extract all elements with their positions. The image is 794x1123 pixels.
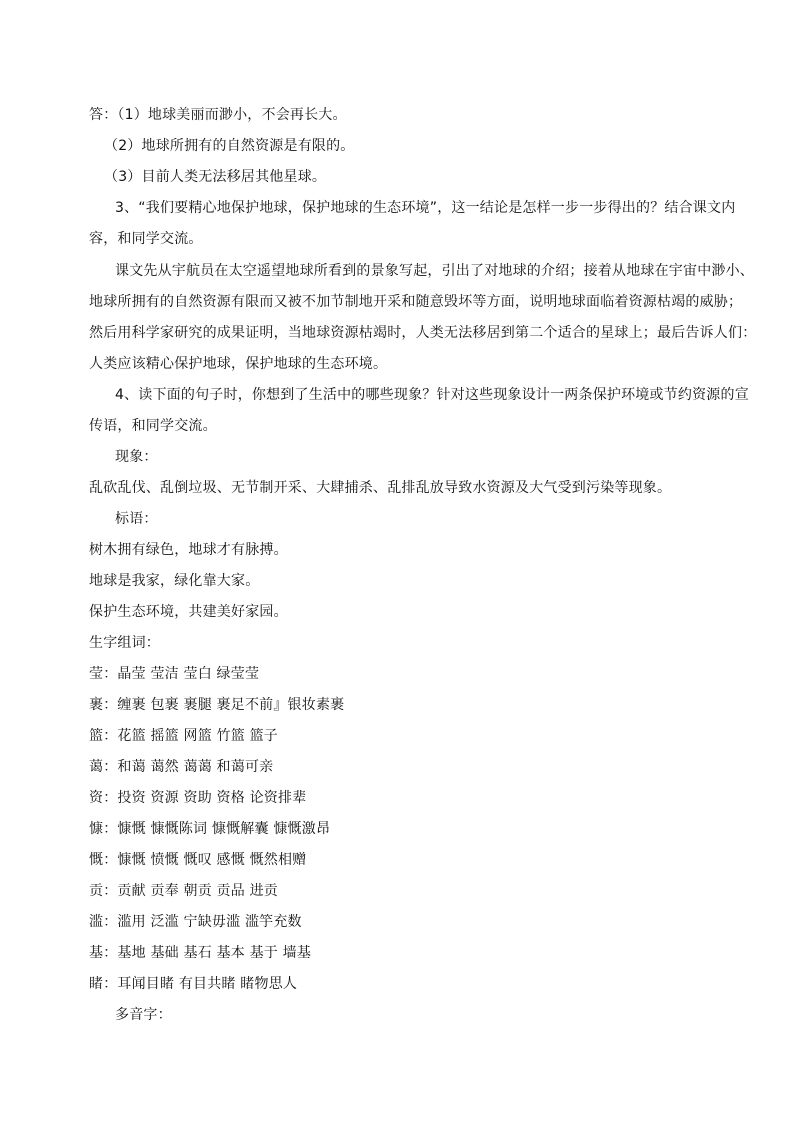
paragraph-line-4: 人类应该精心保护地球，保护地球的生态环境。	[89, 356, 388, 372]
slogan-2: 地球是我家，绿化靠大家。	[89, 573, 260, 589]
vocabulary-lan-overflow: 滥：滥用 泛滥 宁缺毋滥 滥竽充数	[89, 914, 302, 930]
question-3-line-2: 容，和同学交流。	[89, 231, 203, 247]
vocabulary-zi: 资：投资 资源 资助 资格 论资排辈	[89, 790, 307, 806]
answer-line-2: （2）地球所拥有的自然资源是有限的。	[104, 138, 355, 154]
question-3-line-1: 3、“我们要精心地保护地球，保护地球的生态环境”，这一结论是怎样一步一步得出的？结合课文内	[115, 200, 736, 216]
vocabulary-du: 睹：耳闻目睹 有目共睹 睹物思人	[89, 976, 298, 992]
slogan-3: 保护生态环境，共建美好家园。	[89, 604, 288, 620]
slogan-1: 树木拥有绿色，地球才有脉搏。	[89, 542, 288, 558]
phenomena-heading: 现象：	[115, 449, 158, 465]
vocabulary-gong: 贡：贡献 贡奉 朝贡 贡品 进贡	[89, 883, 278, 899]
paragraph-line-3: 然后用科学家研究的成果证明，当地球资源枯竭时，人类无法移居到第二个适合的星球上；最后告诉人们：	[89, 325, 757, 341]
vocabulary-lan: 篮：花篮 摇篮 网篮 竹篮 篮子	[89, 728, 278, 744]
vocabulary-kai: 慨：慷慨 愤慨 慨叹 感慨 慨然相赠	[89, 852, 307, 868]
answer-line-3: （3）目前人类无法移居其他星球。	[104, 169, 327, 185]
vocabulary-ai: 蔼：和蔼 蔼然 蔼蔼 和蔼可亲	[89, 759, 274, 775]
paragraph-line-2: 地球所拥有的自然资源有限而又被不加节制地开采和随意毁坏等方面，说明地球面临着资源枯竭的威胁；	[89, 294, 743, 310]
paragraph-line-1: 课文先从宇航员在太空遥望地球所看到的景象写起，引出了对地球的介绍；接着从地球在宇宙中渺小、	[115, 263, 754, 279]
slogan-heading: 标语：	[115, 511, 158, 527]
vocabulary-heading: 生字组词：	[89, 635, 160, 651]
vocabulary-guo: 裹：缠裹 包裹 裹腿 裹足不前』银妆素裹	[89, 697, 345, 713]
answer-line-1: 答：（1）地球美丽而渺小，不会再长大。	[89, 107, 347, 123]
question-4-line-2: 传语，和同学交流。	[89, 418, 217, 434]
phenomena-text: 乱砍乱伐、乱倒垃圾、无节制开采、大肆捕杀、乱排乱放导致水资源及大气受到污染等现象。	[89, 480, 672, 496]
vocabulary-ji: 基：基地 基础 基石 基本 基于 墙基	[89, 945, 312, 961]
vocabulary-kang: 慷：慷慨 慷慨陈词 慷慨解囊 慷慨激昂	[89, 821, 331, 837]
vocabulary-ying: 莹：晶莹 莹洁 莹白 绿莹莹	[89, 666, 260, 682]
polyphonic-heading: 多音字：	[115, 1007, 172, 1023]
question-4-line-1: 4、读下面的句子时，你想到了生活中的哪些现象？针对这些现象设计一两条保护环境或节约资源的宣	[115, 387, 749, 403]
